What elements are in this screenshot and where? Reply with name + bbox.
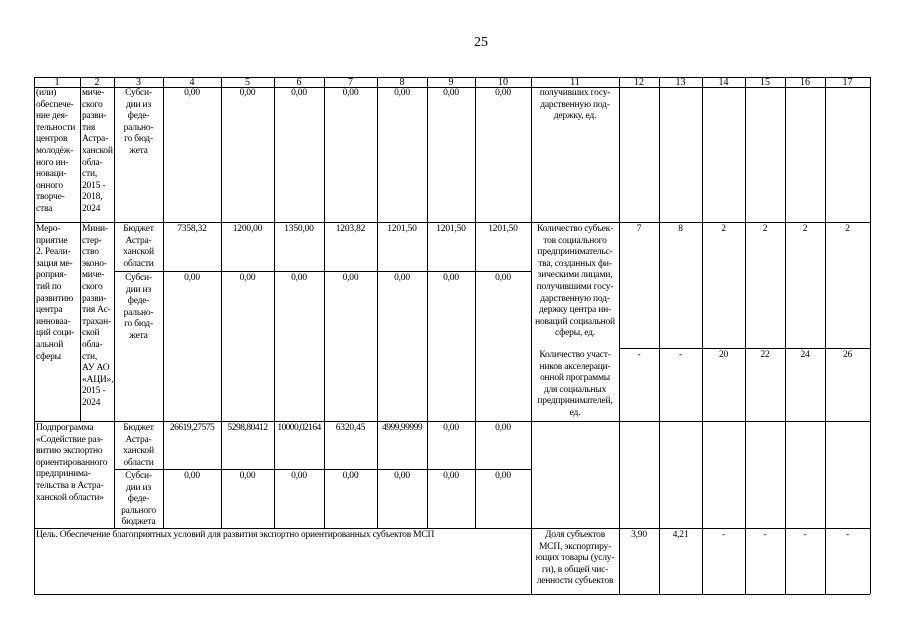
col-header: 6 <box>296 77 302 88</box>
cell-indicator-value: 2 <box>845 224 850 234</box>
cell-value: 0,00 <box>394 88 410 98</box>
cell-indicator-value: - <box>846 530 849 540</box>
col-header: 8 <box>399 77 405 88</box>
cell-executor-text: Мини- стер- ство эконо- миче- ского разви- тия Ас- трахан- ской обла- сти, АУ АО «АЦИ», 2015 - 2024 <box>82 224 114 408</box>
col-header: 5 <box>245 77 250 88</box>
cell-value: 0,00 <box>239 471 256 481</box>
col-header: 12 <box>634 77 644 88</box>
cell-value: 0,00 <box>342 273 359 283</box>
cell-indicator-text: Количество субъек- тов социального предпринимательс- тва, созданных фи- зическими лицами, получившими госу- дарственную под- держку центра ин- новаций социальной сферы, ед. <box>535 224 615 339</box>
col-header: 14 <box>718 77 729 88</box>
cell-value: 0,00 <box>495 471 511 481</box>
cell-value: 0,00 <box>239 88 256 98</box>
col-header: 17 <box>842 77 853 88</box>
cell-indicator-value: - <box>722 530 725 540</box>
col-header: 16 <box>800 77 810 88</box>
cell-indicator-value: - <box>637 350 641 360</box>
cell-value: 0,00 <box>342 471 359 481</box>
cell-indicator-text: Количество участ- ников акселераци- онной программы для социальных предпринимателей, ед. <box>537 350 613 418</box>
cell-indicator-text: Доля субъектов МСП, экспортиру- ющих товары (услу- ги), в общей чис- ленности субъектов <box>535 530 615 587</box>
cell-value: 1201,50 <box>387 224 417 234</box>
cell-funding-source: Бюджет Астра- ханской области <box>123 423 154 468</box>
cell-indicator-value: 20 <box>718 350 729 360</box>
cell-value: 26619,27575 <box>169 423 215 433</box>
cell-value: 1201,50 <box>436 224 466 234</box>
cell-funding-source: Бюджет Астра- ханской области <box>123 224 154 269</box>
cell-indicator-text: получивших госу- дарственную под- держку, ед. <box>539 88 611 122</box>
col-header: 4 <box>189 77 195 88</box>
cell-value: 7358,32 <box>177 224 207 234</box>
cell-value: 6320,45 <box>335 423 366 433</box>
cell-value: 0,00 <box>443 273 459 283</box>
col-header: 11 <box>570 77 580 88</box>
cell-indicator-value: 2 <box>721 224 726 234</box>
col-header: 2 <box>94 77 100 88</box>
cell-value: 10000,02164 <box>277 423 321 433</box>
cell-value: 1350,00 <box>284 224 314 234</box>
col-header: 7 <box>348 77 353 88</box>
cell-value: 1203,82 <box>335 224 366 234</box>
cell-indicator-value: 7 <box>636 224 642 234</box>
cell-indicator-value: 2 <box>762 224 768 234</box>
cell-indicator-value: 2 <box>802 224 808 234</box>
cell-value: 1201,50 <box>488 224 518 234</box>
cell-value: 0,00 <box>495 423 511 433</box>
cell-value: 0,00 <box>394 471 410 481</box>
col-header: 15 <box>760 77 770 88</box>
col-header: 10 <box>498 77 508 88</box>
cell-funding-source: Субси- дии из феде- рального бюджета <box>121 471 156 528</box>
col-header: 3 <box>136 77 141 88</box>
cell-value: 0,00 <box>291 88 307 98</box>
cell-funding-source: Субси- дии из феде- рально- го бюд- жета <box>123 273 154 341</box>
cell-indicator-value: - <box>803 530 807 540</box>
goal-text: Цель. Обеспечение благоприятных условий для развития экспортно ориентированных субъектов МСП <box>36 530 435 540</box>
cell-value: 0,00 <box>342 88 359 98</box>
page-number: 25 <box>474 35 488 50</box>
cell-value: 0,00 <box>184 88 200 98</box>
cell-value: 5298,80412 <box>227 423 268 433</box>
cell-indicator-value: 4,21 <box>672 530 689 540</box>
col-header: 13 <box>675 77 686 88</box>
cell-activity-text: Меро- приятие 2. Реали- зация ме- роприя- тий по развитию центра инноваa- ций соци- альной сферы <box>36 224 75 362</box>
cell-value: 0,00 <box>239 273 256 283</box>
cell-indicator-value: 8 <box>678 224 683 234</box>
cell-value: 4999,99999 <box>381 423 423 433</box>
budget-table <box>34 77 870 594</box>
cell-indicator-value: 22 <box>760 350 770 360</box>
cell-subprogram-text: Подпрограмма «Содействие раз- витию экспортно ориентированного предпринима- тельства в Астра- ханской области» <box>36 423 108 503</box>
col-header: 9 <box>448 77 454 88</box>
cell-value: 0,00 <box>184 471 200 481</box>
cell-value: 0,00 <box>443 471 459 481</box>
cell-value: 0,00 <box>443 88 459 98</box>
cell-value: 0,00 <box>291 471 307 481</box>
cell-indicator-value: - <box>763 530 767 540</box>
cell-value: 0,00 <box>394 273 410 283</box>
cell-indicator-value: 24 <box>800 350 810 360</box>
cell-indicator-value: 26 <box>842 350 853 360</box>
cell-indicator-value: - <box>679 350 682 360</box>
cell-activity-text: (или) обеспече- ние дея- тельности центров молодёж- ного ин- новaци- онного творче- ства <box>36 88 76 214</box>
cell-value: 0,00 <box>495 88 511 98</box>
cell-executor-text: миче- ского разви- тия Астра- ханской обла- сти, 2015 - 2018, 2024 <box>82 88 113 214</box>
cell-value: 0,00 <box>495 273 511 283</box>
cell-funding-source: Субси- дии из феде- рально- го бюд- жета <box>123 88 154 156</box>
cell-value: 0,00 <box>443 423 459 433</box>
col-header: 1 <box>54 77 60 88</box>
cell-indicator-value: 3,90 <box>631 530 647 540</box>
cell-value: 0,00 <box>184 273 200 283</box>
cell-value: 0,00 <box>291 273 307 283</box>
cell-value: 1200,00 <box>232 224 263 234</box>
